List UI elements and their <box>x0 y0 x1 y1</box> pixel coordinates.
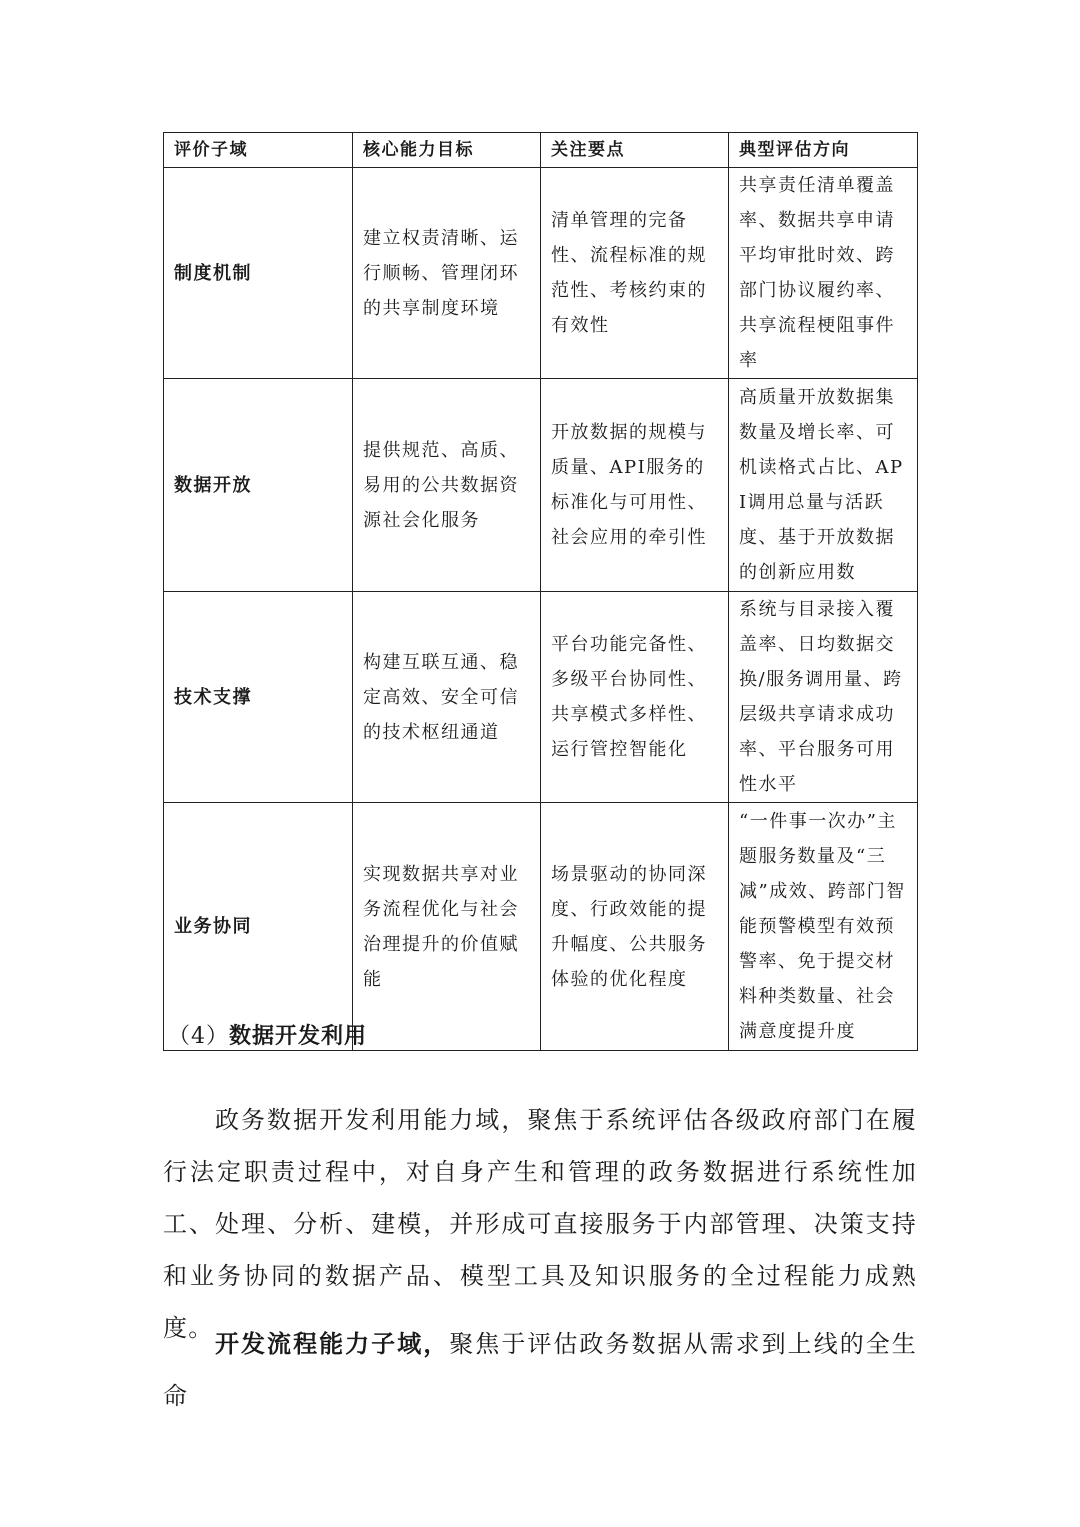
table-row <box>164 592 918 803</box>
goal-cell: 建立权责清晰、运行顺畅、管理闭环的共享制度环境 <box>353 168 541 379</box>
table-row <box>164 168 918 379</box>
goal-cell: 提供规范、高质、易用的公共数据资源社会化服务 <box>353 379 541 592</box>
subdomain-text: 聚焦于评估政务数据从需求到上线的全生命 <box>163 1330 917 1410</box>
domain-cell: 制度机制 <box>164 168 353 379</box>
header-domain: 评价子域 <box>164 133 353 168</box>
table-header-row <box>164 133 918 168</box>
section-title: 数据开发利用 <box>229 1024 368 1049</box>
direction-cell: “一件事一次办”主题服务数量及“三减”成效、跨部门智能预警模型有效预警率、免于提交材料种类数量、社会满意度提升度 <box>729 803 918 1051</box>
focus-cell: 开放数据的规模与质量、API服务的标准化与可用性、社会应用的牵引性 <box>541 379 729 592</box>
focus-cell: 平台功能完备性、多级平台协同性、共享模式多样性、运行管控智能化 <box>541 592 729 803</box>
section-number: （4） <box>168 1024 229 1049</box>
table-row <box>164 379 918 592</box>
domain-cell: 数据开放 <box>164 379 353 592</box>
evaluation-table <box>163 132 918 1051</box>
body-paragraph: 政务数据开发利用能力域，聚焦于系统评估各级政府部门在履行法定职责过程中，对自身产生和管理的政务数据进行系统性加工、处理、分析、建模，并形成可直接服务于内部管理、决策支持和业务协同的数据产品、模型工具及知识服务的全过程能力成熟度。 <box>163 1106 917 1342</box>
domain-cell: 业务协同 <box>164 803 353 1051</box>
subdomain-lead: 开发流程能力子域， <box>215 1330 450 1358</box>
direction-cell: 共享责任清单覆盖率、数据共享申请平均审批时效、跨部门协议履约率、共享流程梗阻事件率 <box>729 168 918 379</box>
table-row <box>164 803 918 1051</box>
header-direction: 典型评估方向 <box>729 133 918 168</box>
focus-cell: 清单管理的完备性、流程标准的规范性、考核约束的有效性 <box>541 168 729 379</box>
direction-cell: 系统与目录接入覆盖率、日均数据交换/服务调用量、跨层级共享请求成功率、平台服务可用性水平 <box>729 592 918 803</box>
goal-cell: 构建互联互通、稳定高效、安全可信的技术枢纽通道 <box>353 592 541 803</box>
direction-cell: 高质量开放数据集数量及增长率、可机读格式占比、API调用总量与活跃度、基于开放数据的创新应用数 <box>729 379 918 592</box>
section-heading <box>168 1020 367 1054</box>
body-paragraph-subdomain <box>163 1318 917 1422</box>
focus-cell: 场景驱动的协同深度、行政效能的提升幅度、公共服务体验的优化程度 <box>541 803 729 1051</box>
header-goal: 核心能力目标 <box>353 133 541 168</box>
domain-cell: 技术支撑 <box>164 592 353 803</box>
header-focus: 关注要点 <box>541 133 729 168</box>
goal-cell: 实现数据共享对业务流程优化与社会治理提升的价值赋能 <box>353 803 541 1051</box>
